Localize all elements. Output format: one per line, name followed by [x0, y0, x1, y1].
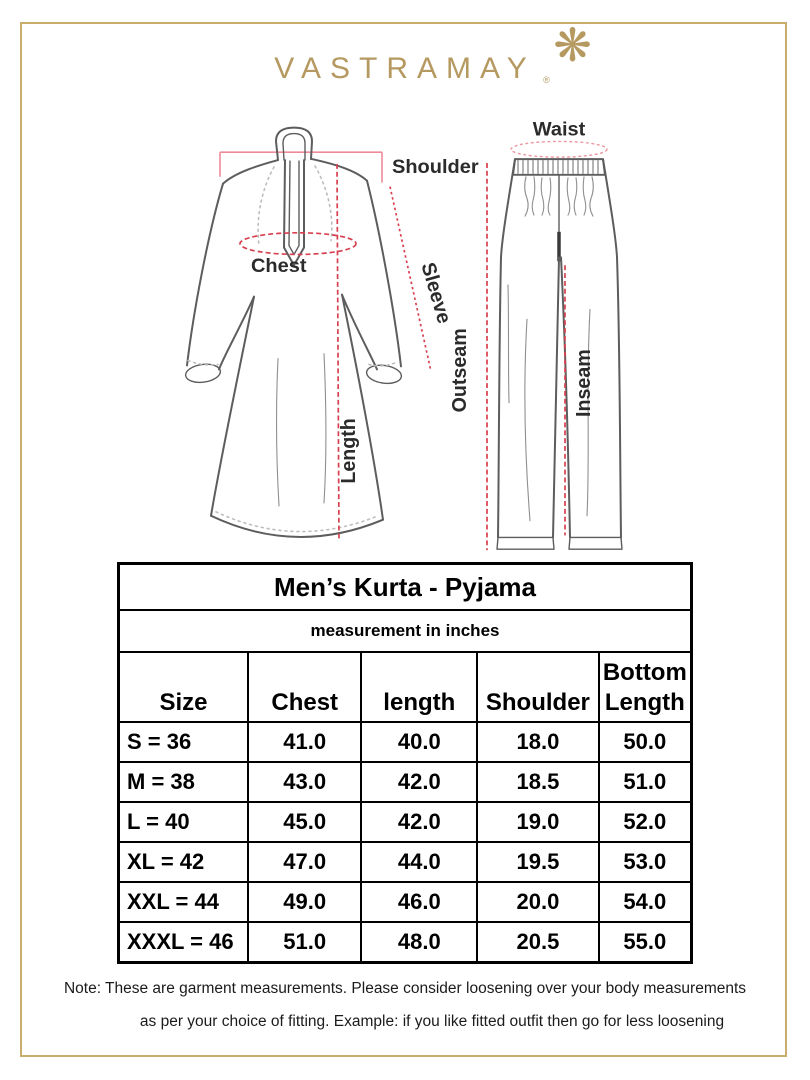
- kurta-hem: [211, 516, 383, 537]
- bottom-length-cell: 54.0: [599, 882, 692, 922]
- table-row: [119, 762, 692, 802]
- label-waist: Waist: [532, 118, 586, 141]
- bottom-length-cell: 53.0: [599, 842, 692, 882]
- table-row: [119, 722, 692, 762]
- bottom-length-cell: 52.0: [599, 802, 692, 842]
- column-header-shoulder: Shoulder: [477, 652, 598, 722]
- size-cell: S = 36: [119, 722, 248, 762]
- chest-measure-ellipse: [240, 233, 356, 255]
- shoulder-cell: 18.5: [477, 762, 598, 802]
- bottom-length-cell: 51.0: [599, 762, 692, 802]
- chest-cell: 51.0: [248, 922, 361, 963]
- shoulder-measure-line: [220, 152, 382, 182]
- table-row: [119, 842, 692, 882]
- shoulder-cell: 19.5: [477, 842, 598, 882]
- pyjama-diagram: [449, 119, 622, 551]
- size-cell: L = 40: [119, 802, 248, 842]
- measurement-diagram: [128, 108, 688, 560]
- table-row: [119, 802, 692, 842]
- table-row: [119, 882, 692, 922]
- note-line-1: Note: These are garment measurements. Please consider loosening over your body measurements: [63, 980, 747, 997]
- table-title: Men’s Kurta - Pyjama: [119, 564, 692, 611]
- pyjama-left-hem: [497, 537, 554, 549]
- shoulder-cell: 19.0: [477, 802, 598, 842]
- pyjama-inner-legs: [553, 257, 570, 537]
- column-header-bottom-length: Bottom Length: [599, 652, 692, 722]
- brand-header: [0, 19, 810, 86]
- label-inseam: Inseam: [572, 349, 596, 417]
- label-shoulder: Shoulder: [392, 156, 479, 178]
- size-cell: XXXL = 46: [119, 922, 248, 963]
- label-length: Length: [337, 418, 361, 484]
- label-chest: Chest: [251, 255, 307, 278]
- length-cell: 40.0: [361, 722, 477, 762]
- size-cell: XL = 42: [119, 842, 248, 882]
- length-cell: 42.0: [361, 802, 477, 842]
- kurta-shoulders: [223, 159, 367, 184]
- label-sleeve: Sleeve: [416, 260, 456, 326]
- shoulder-cell: 20.0: [477, 882, 598, 922]
- kurta-cuff-stitch: [188, 361, 398, 366]
- chest-cell: 47.0: [248, 842, 361, 882]
- waistband-elastic: [518, 160, 598, 174]
- kurta-hem-stitch: [216, 512, 378, 532]
- column-header-chest: Chest: [248, 652, 361, 722]
- length-cell: 48.0: [361, 922, 477, 963]
- size-cell: M = 38: [119, 762, 248, 802]
- kurta-creases: [276, 354, 325, 506]
- kurta-collar: [276, 128, 312, 160]
- length-cell: 46.0: [361, 882, 477, 922]
- table-subtitle: measurement in inches: [119, 610, 692, 652]
- shoulder-cell: 18.0: [477, 722, 598, 762]
- shoulder-cell: 20.5: [477, 922, 598, 963]
- note-text: [35, 972, 775, 1038]
- column-header-length: length: [361, 652, 477, 722]
- table-row: [119, 922, 692, 963]
- bottom-length-cell: 50.0: [599, 722, 692, 762]
- kurta-left-cuff: [184, 362, 221, 384]
- registered-mark-icon: ®: [543, 75, 550, 85]
- kurta-collar-inner: [283, 134, 305, 161]
- size-chart: [117, 562, 693, 964]
- size-cell: XXL = 44: [119, 882, 248, 922]
- waist-measure-ellipse: [511, 141, 607, 157]
- kurta-diagram: [184, 128, 478, 541]
- chest-cell: 49.0: [248, 882, 361, 922]
- table-header-row: [119, 652, 692, 722]
- chest-cell: 41.0: [248, 722, 361, 762]
- length-cell: 44.0: [361, 842, 477, 882]
- bottom-length-cell: 55.0: [599, 922, 692, 963]
- label-outseam: Outseam: [448, 328, 472, 413]
- chest-cell: 43.0: [248, 762, 361, 802]
- chest-cell: 45.0: [248, 802, 361, 842]
- floral-ornament-icon: ❋: [553, 19, 592, 71]
- note-line-2: as per your choice of fitting. Example: if you like fitted outfit then go for less loosening: [139, 1013, 725, 1030]
- kurta-right-cuff: [365, 363, 402, 385]
- pyjama-waistband: [513, 159, 605, 175]
- column-header-size: Size: [119, 652, 248, 722]
- kurta-placket: [284, 160, 304, 265]
- length-cell: 42.0: [361, 762, 477, 802]
- brand-name: VASTRAMAY: [274, 52, 536, 85]
- pyjama-right-hem: [569, 537, 622, 549]
- kurta-placket-inner: [289, 161, 299, 254]
- brand-logo: [274, 19, 592, 86]
- size-chart-table: [117, 562, 693, 964]
